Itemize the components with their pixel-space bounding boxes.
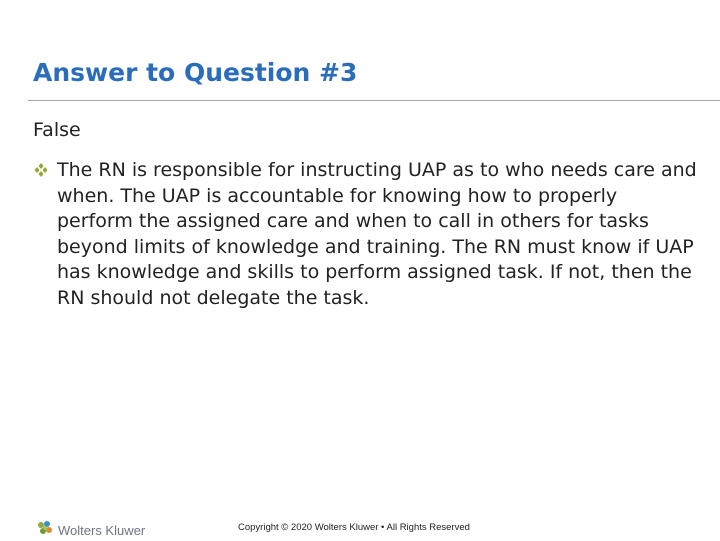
wolters-kluwer-logo-icon (36, 519, 54, 541)
explanation-bullet (33, 158, 705, 311)
logo-text: Wolters Kluwer (58, 522, 146, 538)
copyright-notice: Copyright © 2020 Wolters Kluwer • All Rights Reserved (238, 522, 470, 533)
answer-text: False (33, 119, 81, 141)
explanation-text: The RN is responsible for instructing UAP as to who needs care and when. The UAP is accountable for knowing how to properly perform the assigned care and when to call in others for tasks beyond limits of knowledge and training. The RN must know if UAP has knowledge and skills to perform assigned task. If not, then the RN should not delegate the task. (57, 159, 697, 309)
company-logo (36, 519, 145, 541)
title-divider (28, 100, 720, 101)
diamond-bullet-icon (33, 158, 57, 311)
slide-title: Answer to Question #3 (33, 58, 358, 87)
